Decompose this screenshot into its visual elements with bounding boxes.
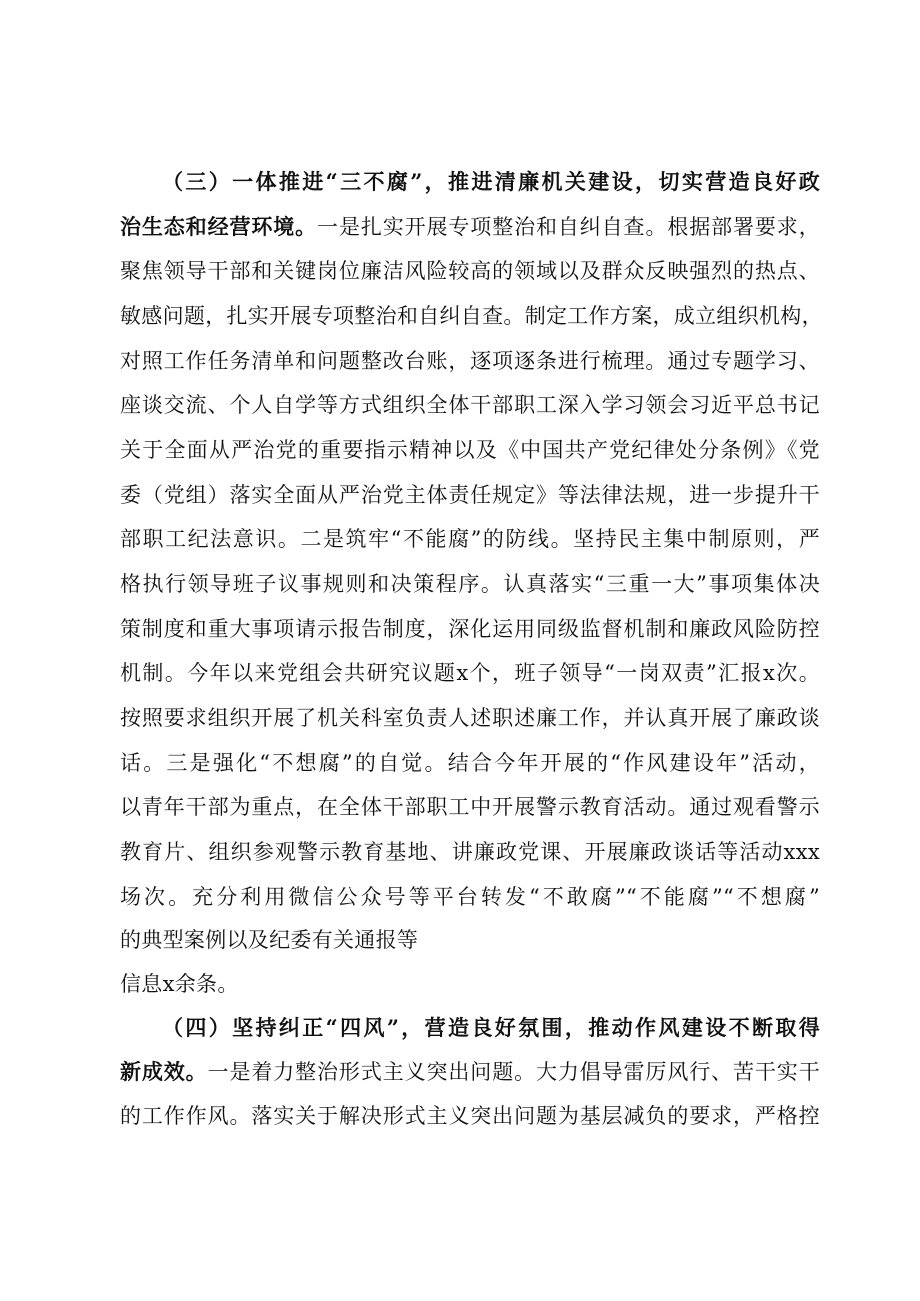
text-run: （三）一体推进“三不腐”，推进清廉机关建设，切实营造良好政 <box>162 169 820 194</box>
text-run: 机制。今年以来党组会共研究议题x个，班子领导“一岗双责”汇报x次。 <box>120 661 820 685</box>
text-run: 信息x余条。 <box>120 972 239 996</box>
text-run: 的工作作风。落实关于解决形式主义突出问题为基层减负的要求，严格控 <box>120 1104 820 1128</box>
text-line <box>120 882 820 912</box>
text-line <box>120 480 820 510</box>
text-line <box>120 614 820 644</box>
text-line <box>120 658 820 688</box>
text-line <box>120 837 820 867</box>
text-run: 话。三是强化“不想腐”的自觉。结合今年开展的“作风建设年”活动， <box>120 751 820 775</box>
text-line <box>120 435 820 465</box>
text-line <box>120 256 820 286</box>
text-line <box>120 748 820 778</box>
text-line <box>120 390 820 420</box>
text-run: 一是着力整治形式主义突出问题。大力倡导雷厉风行、苦干实干 <box>207 1060 820 1084</box>
text-line <box>120 703 820 733</box>
text-run: 部职工纪法意识。二是筑牢“不能腐”的防线。坚持民主集中制原则，严 <box>120 527 820 551</box>
text-line <box>120 524 820 554</box>
text-run: 对照工作任务清单和问题整改台账，逐项逐条进行梳理。通过专题学习、 <box>120 349 820 373</box>
text-run: 座谈交流、个人自学等方式组织全体干部职工深入学习领会习近平总书记 <box>120 393 820 417</box>
text-line <box>120 1101 820 1131</box>
text-line <box>120 925 820 955</box>
text-line <box>120 1057 820 1087</box>
text-line <box>120 969 820 999</box>
text-line <box>120 301 823 331</box>
text-run: 治生态和经营环境。 <box>120 214 318 239</box>
text-line <box>120 346 820 376</box>
text-run: （四）坚持纠正“四风”，营造良好氛围，推动作风建设不断取得 <box>162 1015 820 1040</box>
text-run: 关于全面从严治党的重要指示精神以及《中国共产党纪律处分条例》《党 <box>120 438 820 462</box>
text-line <box>120 212 820 242</box>
text-run: 聚焦领导干部和关键岗位廉洁风险较高的领域以及群众反映强烈的热点、 <box>120 259 820 283</box>
text-run: 按照要求组织开展了机关科室负责人述职述廉工作，并认真开展了廉政谈 <box>120 706 820 730</box>
text-run: 委（党组）落实全面从严治党主体责任规定》等法律法规，进一步提升干 <box>120 483 820 507</box>
text-run: 敏感问题，扎实开展专项整治和自纠自查。制定工作方案，成立组织机构， <box>120 304 823 328</box>
text-run: 教育片、组织参观警示教育基地、讲廉政党课、开展廉政谈话等活动xxx <box>120 840 820 864</box>
text-run: 场次。充分利用微信公众号等平台转发“不敢腐”“不能腐”“不想腐” <box>120 885 820 909</box>
text-line <box>120 792 820 822</box>
text-run: 策制度和重大事项请示报告制度，深化运用同级监督机制和廉政风险防控 <box>120 617 820 641</box>
text-run: 以青年干部为重点，在全体干部职工中开展警示教育活动。通过观看警示 <box>120 795 820 819</box>
text-line <box>120 569 820 599</box>
text-run: 新成效。 <box>120 1059 208 1084</box>
text-run: 格执行领导班子议事规则和决策程序。认真落实“三重一大”事项集体决 <box>120 572 820 596</box>
paragraph-3-heading-line <box>162 167 820 197</box>
paragraph-4-heading-line <box>162 1013 820 1043</box>
text-run: 一是扎实开展专项整治和自纠自查。根据部署要求， <box>317 215 820 239</box>
text-run: 的典型案例以及纪委有关通报等 <box>120 928 419 952</box>
